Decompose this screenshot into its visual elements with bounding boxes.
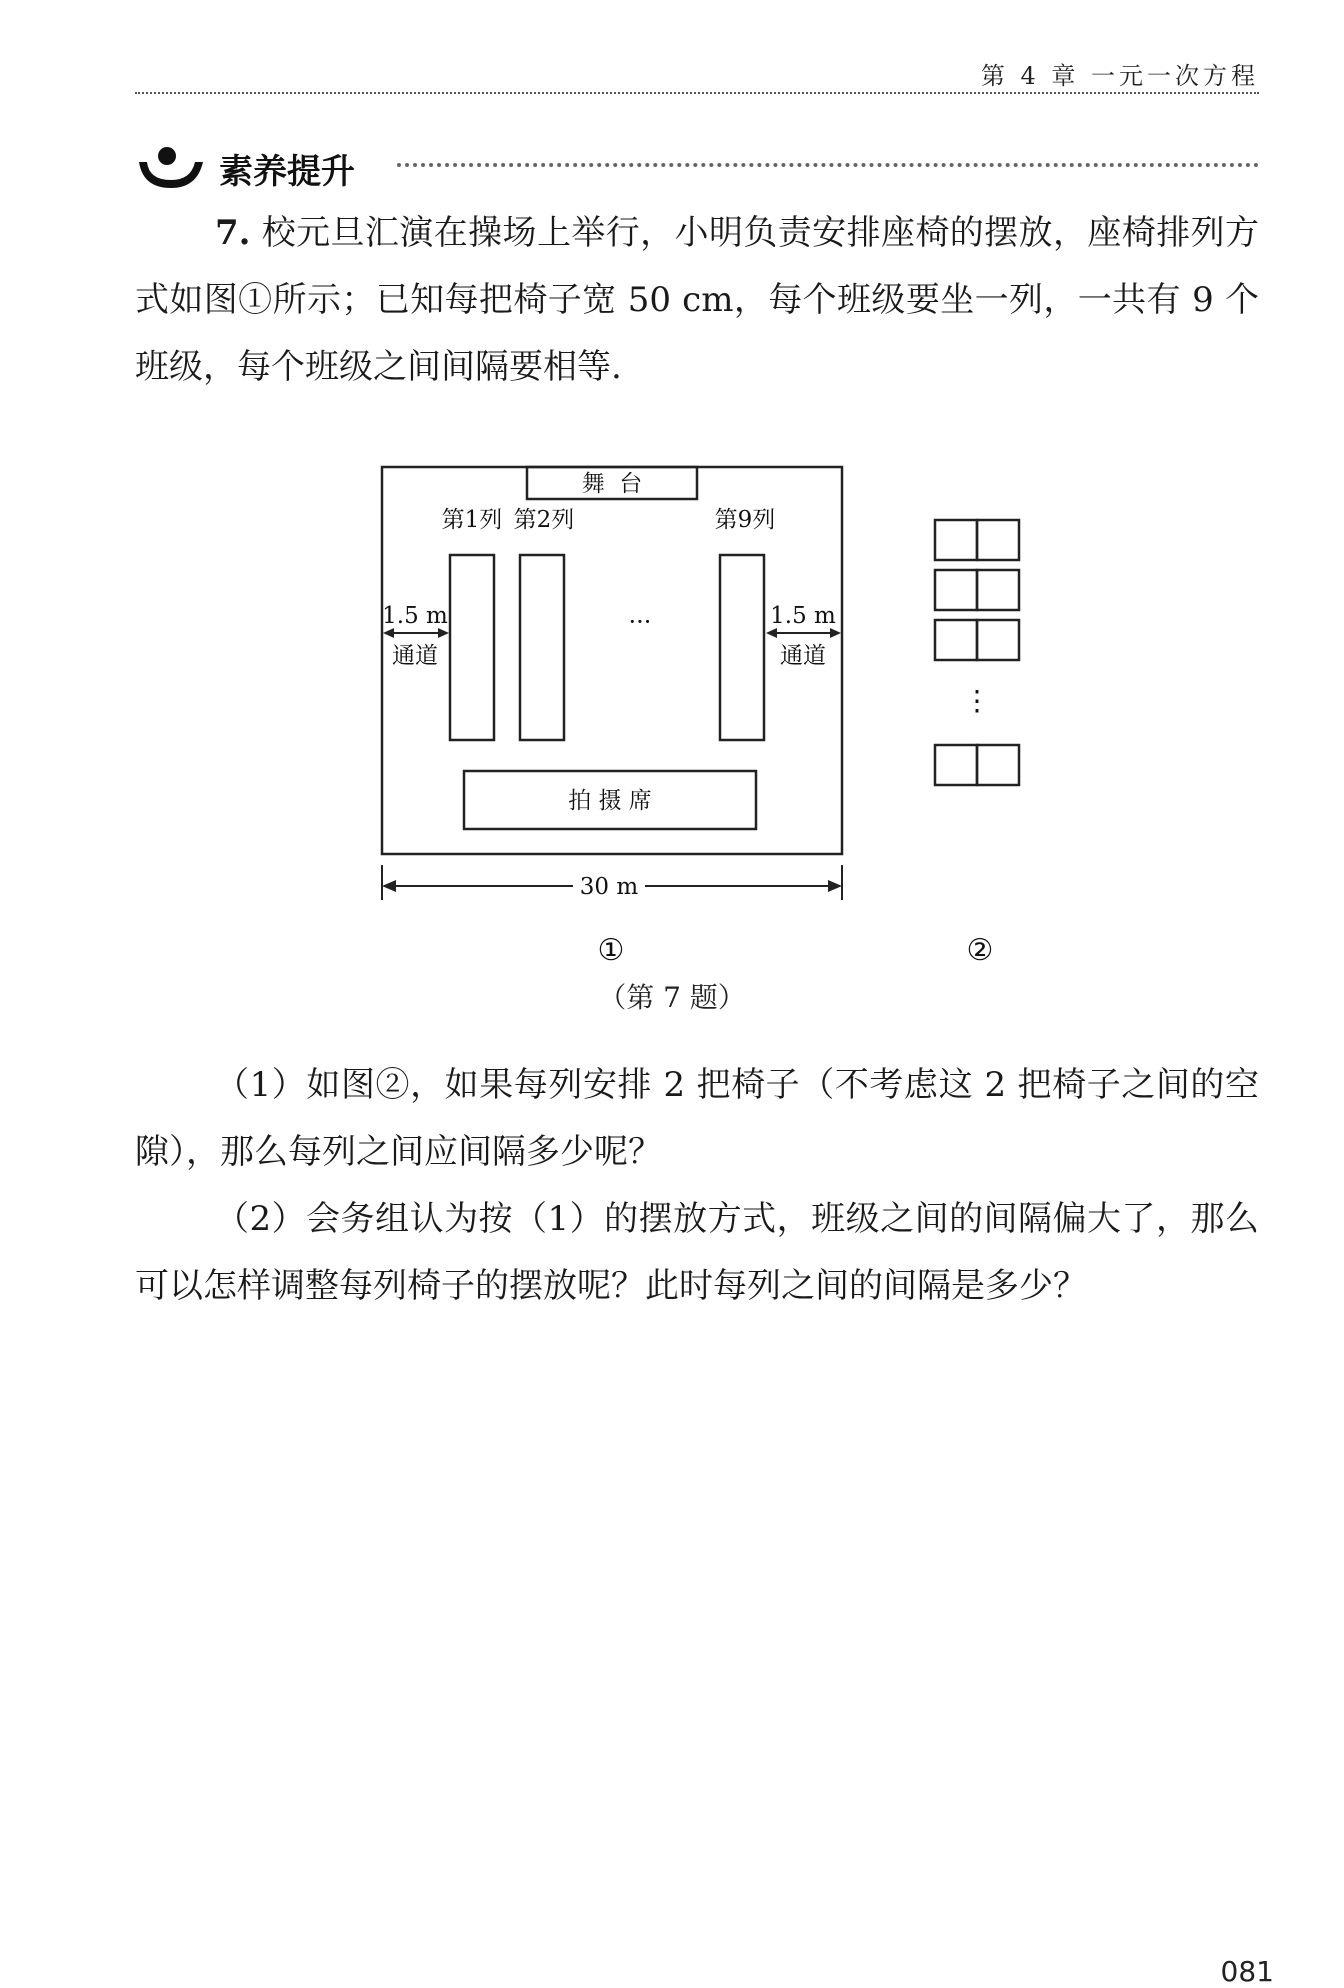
page-number: 081 (1220, 1955, 1274, 1988)
figure-1-label: ① (597, 933, 625, 968)
stage-label: 舞 台 (581, 471, 643, 497)
chair-pair-1-right (977, 520, 1019, 560)
chair-pair-1-left (935, 520, 977, 560)
chair-pair-3-left (935, 620, 977, 660)
chair-pair-2-left (935, 570, 977, 610)
seat-column-1 (450, 555, 494, 740)
chair-pairs-ellipsis: ⋮ (963, 684, 991, 717)
chair-pair-last-right (977, 745, 1019, 785)
problem-statement (135, 200, 1259, 401)
right-aisle-width: 1.5 m (770, 603, 836, 629)
chair-pair-last-left (935, 745, 977, 785)
section-title: 素养提升 (219, 152, 355, 192)
chapter-title: 第 4 章 一元一次方程 (980, 62, 1259, 90)
question-2: （2）会务组认为按（1）的摆放方式，班级之间的间隔偏大了，那么可以怎样调整每列椅子的摆放呢？此时每列之间的间隔是多少？ (135, 1199, 1259, 1306)
chair-pair-2-right (977, 570, 1019, 610)
seating-figure (370, 455, 1060, 975)
width-dimension-label: 30 m (579, 874, 639, 900)
left-aisle-label: 通道 (392, 643, 438, 669)
problem-text: 校元旦汇演在操场上举行，小明负责安排座椅的摆放，座椅排列方式如图①所示；已知每把椅子宽 50 cm，每个班级要坐一列，一共有 9 个班级，每个班级之间间隔要相等. (135, 213, 1260, 387)
col1-label: 第1列 (441, 507, 503, 533)
page-header (135, 52, 1259, 94)
person-logo-icon (135, 142, 207, 192)
right-aisle-label: 通道 (780, 643, 826, 669)
section-heading (135, 138, 1259, 194)
chair-pair-3-right (977, 620, 1019, 660)
figure-caption: （第 7 题） (598, 981, 746, 1014)
question-1: （1）如图②，如果每列安排 2 把椅子（不考虑这 2 把椅子之间的空隙），那么每列之间应间隔多少呢？ (135, 1065, 1259, 1172)
seat-column-9 (720, 555, 764, 740)
columns-ellipsis: ··· (628, 608, 652, 636)
seat-column-2 (520, 555, 564, 740)
figure-2-label: ② (966, 933, 994, 968)
left-aisle-width: 1.5 m (382, 603, 448, 629)
col2-label: 第2列 (513, 507, 575, 533)
problem-number: 7. (215, 213, 251, 253)
section-divider (397, 163, 1259, 167)
col9-label: 第9列 (714, 507, 776, 533)
photo-area-label: 拍 摄 席 (568, 788, 652, 814)
